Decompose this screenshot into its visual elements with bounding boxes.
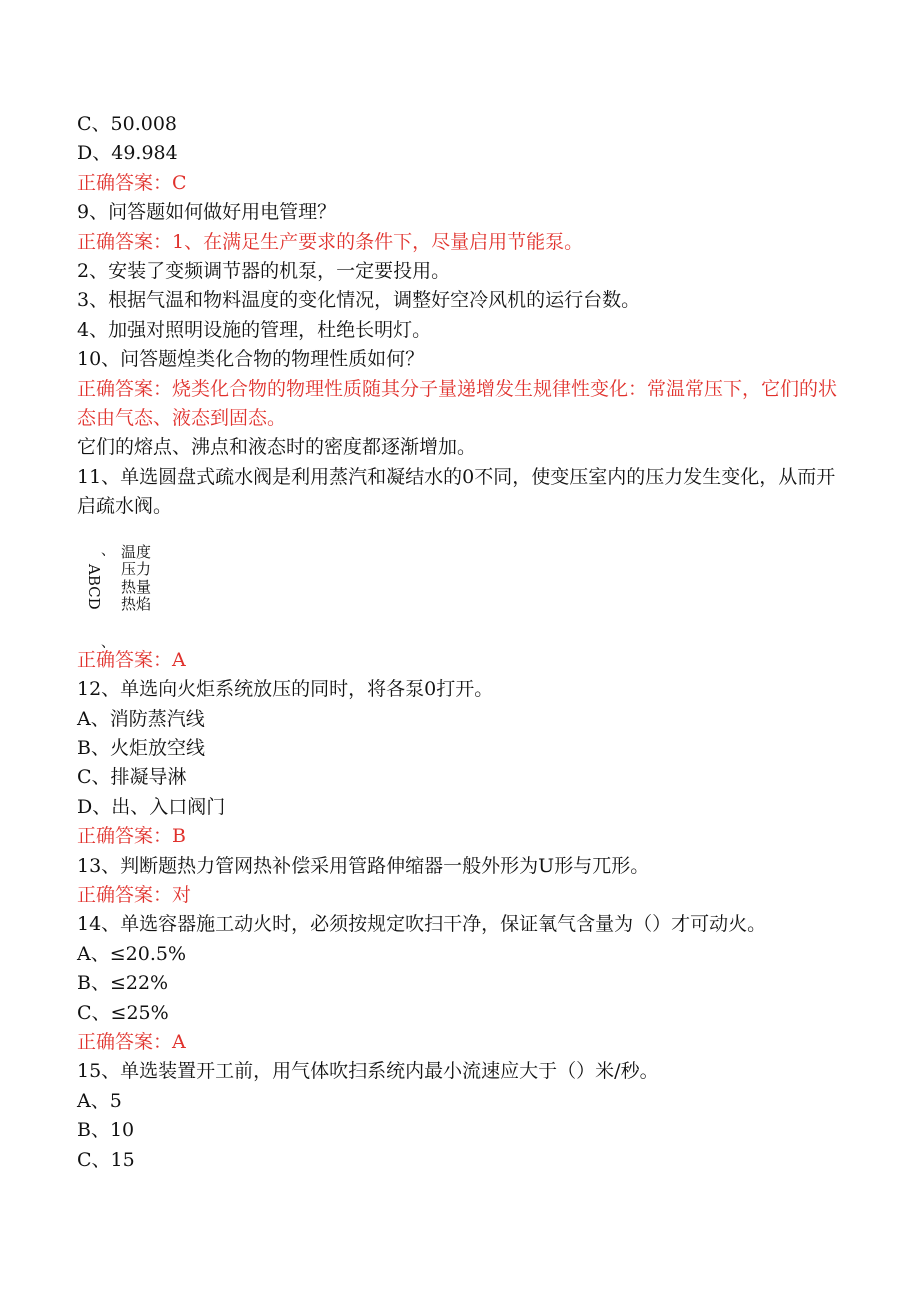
option-texts [121,544,151,614]
question-11-options [77,526,847,651]
option-letters-rotated: ABCD [85,563,103,610]
answer-label: 正确答案： [77,1030,173,1053]
answer-8 [77,169,847,198]
answer-value: 烧类化合物的物理性质随其分子量递增发生规律性变化：常温常压下，它们的状态由气态、液态到固态。 [77,377,838,430]
question-9: 9、问答题如何做好用电管理？ [77,201,337,224]
answer-value: A [172,648,186,671]
answer-value: C [172,171,187,194]
answer-9-line-3: 3、根据气温和物料温度的变化情况，调整好空冷风机的运行台数。 [77,289,641,312]
option-a: A、≤20.5% [77,942,186,965]
option-c: C、排凝导淋 [77,766,187,789]
answer-9-line-2: 2、安装了变频调节器的机泵，一定要投用。 [77,260,451,283]
option-b: 压力 [121,560,152,579]
option-a: 温度 [121,542,152,561]
answer-12 [77,822,847,851]
option-d: 热焰 [121,595,152,614]
option-letters [81,542,115,651]
option-c: C、≤25% [77,1001,169,1024]
answer-label: 正确答案： [77,825,173,848]
answer-label: 正确答案： [77,883,173,906]
answer-14 [77,1028,847,1057]
option-d-line: D、49.984 [77,142,178,165]
option-a: A、5 [77,1089,122,1112]
answer-11 [77,646,847,675]
answer-label: 正确答案： [77,648,173,671]
question-13: 13、判断题热力管网热补偿采用管路伸缩器一般外形为U形与兀形。 [77,854,650,877]
question-12: 12、单选向火炬系统放压的同时，将各泵0打开。 [77,678,494,701]
option-b: B、10 [77,1119,135,1142]
answer-label: 正确答案： [77,171,173,194]
answer-label: 正确答案： [77,377,173,400]
option-c: C、15 [77,1148,135,1171]
answer-9 [77,228,847,257]
answer-9-line-4: 4、加强对照明设施的管理，杜绝长明灯。 [77,318,432,341]
answer-10-line-2: 它们的熔点、沸点和液态时的密度都逐渐增加。 [77,436,477,459]
option-b: B、火炬放空线 [77,736,205,759]
question-14: 14、单选容器施工动火时，必须按规定吹扫干净，保证氧气含量为（）才可动火。 [77,913,767,936]
answer-value: A [172,1030,186,1053]
comma-mark: 、 [101,634,115,651]
answer-10 [77,375,847,434]
document-page [77,110,847,1175]
question-15: 15、单选装置开工前，用气体吹扫系统内最小流速应大于（）米/秒。 [77,1060,659,1083]
comma-mark: 、 [101,542,115,559]
option-c: 热量 [121,577,152,596]
question-11: 11、单选圆盘式疏水阀是利用蒸汽和凝结水的0不同，使变压室内的压力发生变化，从而开启疏水阀。 [77,465,836,518]
answer-label: 正确答案： [77,230,173,253]
option-a: A、消防蒸汽线 [77,707,205,730]
question-10: 10、问答题煌类化合物的物理性质如何？ [77,348,425,371]
option-c-line: C、50.008 [77,113,178,135]
answer-13 [77,881,847,910]
answer-value: B [172,825,186,848]
option-b: B、≤22% [77,972,169,995]
answer-value: 1、在满足生产要求的条件下，尽量启用节能泵。 [172,230,584,253]
option-d: D、出、入口阀门 [77,795,226,818]
answer-value: 对 [172,883,192,906]
